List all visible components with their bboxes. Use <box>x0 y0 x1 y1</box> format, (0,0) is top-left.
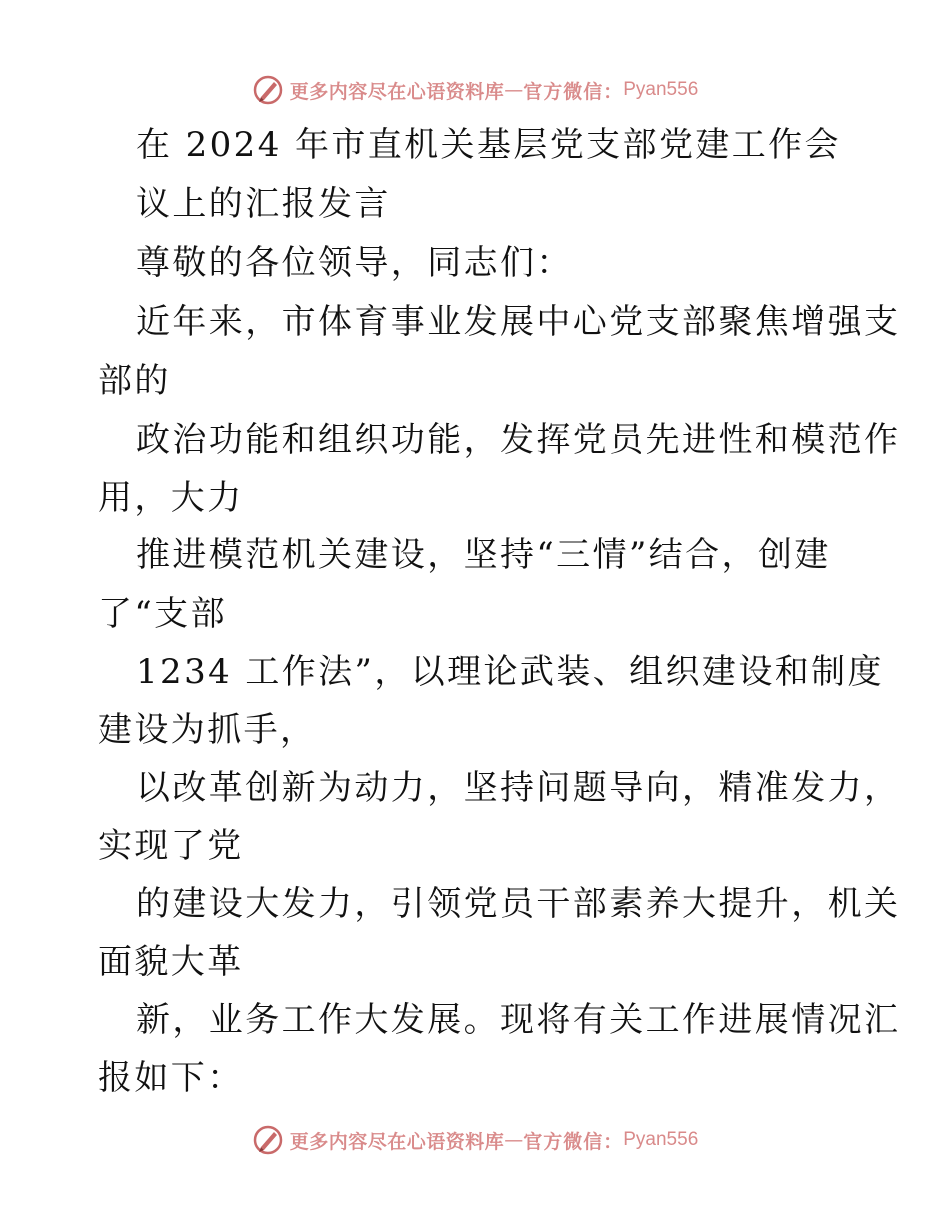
paragraph-line: 实现了党 <box>98 826 244 866</box>
paragraph-line: 报如下： <box>98 1058 244 1098</box>
watermark-separator: — <box>504 1129 524 1151</box>
top-watermark-banner <box>0 70 950 110</box>
watermark-brand-text: 更多内容尽在心语资料库 <box>289 80 505 103</box>
paragraph-line: 近年来，市体育事业发展中心党支部聚焦增强支 <box>136 302 901 342</box>
watermark-wechat-label: 官方微信： <box>523 80 624 103</box>
pen-logo-icon <box>252 1124 284 1156</box>
paragraph-line: 部的 <box>98 361 171 401</box>
salutation: 尊敬的各位领导，同志们： <box>136 243 573 283</box>
paragraph-line: 1234 工作法”，以理论武装、组织建设和制度 <box>136 652 884 692</box>
paragraph-line: 政治功能和组织功能，发挥党员先进性和模范作 <box>136 420 901 460</box>
paragraph-line: 用，大力 <box>98 478 244 518</box>
paragraph-line: 面貌大革 <box>98 942 244 982</box>
bottom-watermark-banner <box>0 1120 950 1160</box>
paragraph-line: 新，业务工作大发展。现将有关工作进展情况汇 <box>136 1000 901 1040</box>
paragraph-line: 推进模范机关建设，坚持“三情”结合，创建 <box>136 535 831 575</box>
pen-logo-icon <box>252 74 284 106</box>
paragraph-line: 了“支部 <box>98 594 227 634</box>
watermark-wechat-id: Pyan556 <box>623 79 699 100</box>
watermark-wechat-label: 官方微信： <box>523 1130 624 1153</box>
watermark-wechat-id: Pyan556 <box>623 1129 699 1150</box>
paragraph-line: 建设为抓手， <box>98 710 317 750</box>
document-title-line-1: 在 2024 年市直机关基层党支部党建工作会 <box>136 125 841 165</box>
document-title-line-2: 议上的汇报发言 <box>136 184 391 224</box>
watermark-separator: — <box>504 79 524 101</box>
paragraph-line: 以改革创新为动力，坚持问题导向，精准发力， <box>136 768 901 808</box>
watermark-brand-text: 更多内容尽在心语资料库 <box>289 1130 505 1153</box>
paragraph-line: 的建设大发力，引领党员干部素养大提升，机关 <box>136 884 901 924</box>
